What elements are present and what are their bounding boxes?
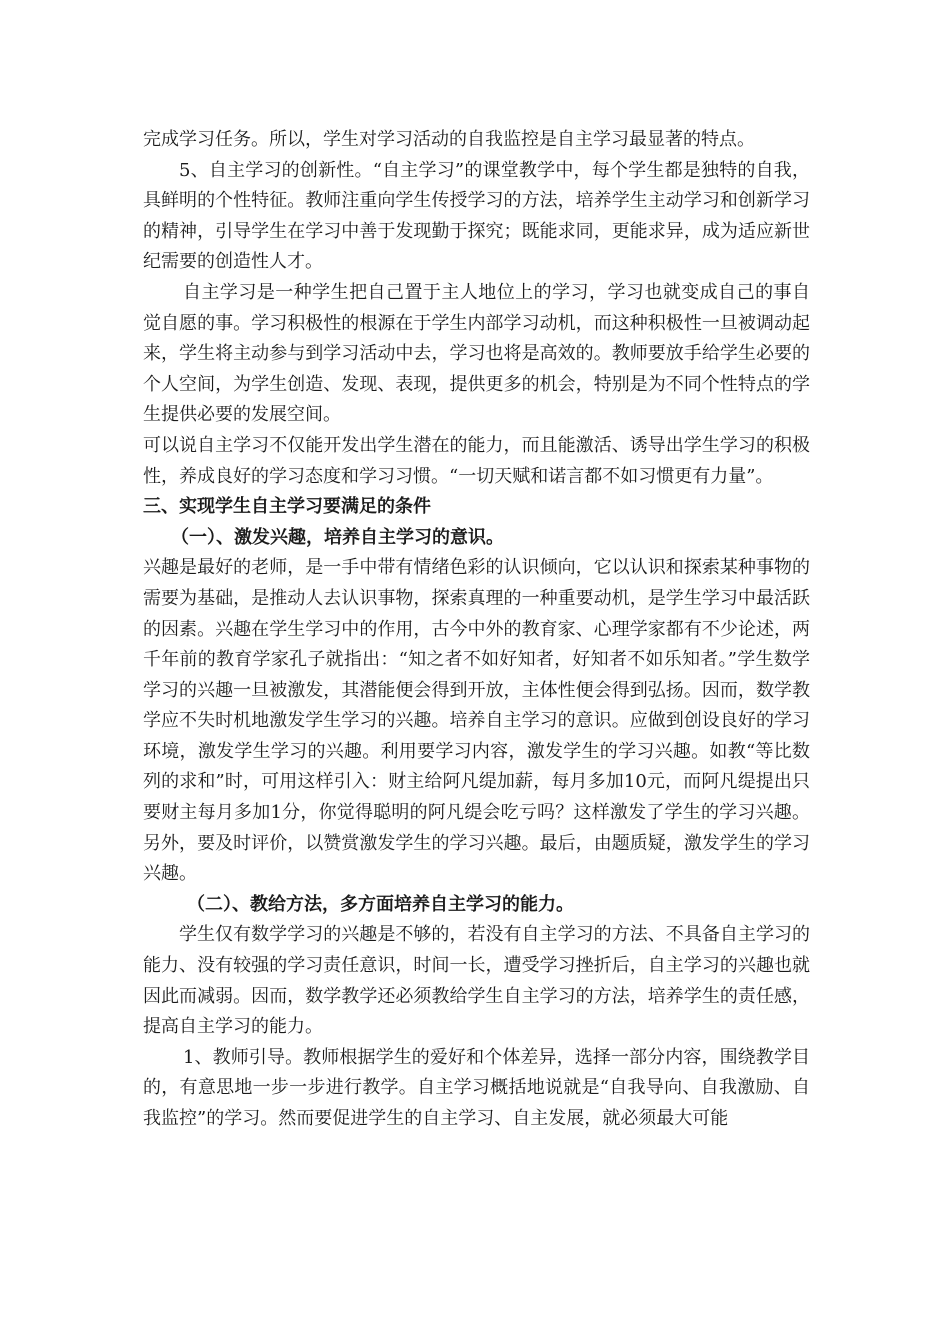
paragraph-innovation: 5、自主学习的创新性。“自主学习”的课堂教学中，每个学生都是独特的自我，具鲜明的个性特征。教师注重向学生传授学习的方法，培养学生主动学习和创新学习的精神，引导学生在学习中善于发现勤于探究；既能求同，更能求异，成为适应新世纪需要的创造性人才。 <box>143 159 810 273</box>
section-heading-conditions: 三、实现学生自主学习要满足的条件 <box>143 496 431 518</box>
paragraph-methods: 学生仅有数学学习的兴趣是不够的，若没有自主学习的方法、不具备自主学习的能力、没有较强的学习责任意识，时间一长，遭受学习挫折后，自主学习的兴趣也就因此而减弱。因而，数学教学还必须教给学生自主学习的方法，培养学生的责任感，提高自主学习的能力。 <box>143 924 810 1038</box>
subsection-heading-methods: （二）、教给方法，多方面培养自主学习的能力。 <box>187 893 574 915</box>
document-page <box>143 125 810 1135</box>
paragraph-autonomous-learning: 自主学习是一种学生把自己置于主人地位上的学习，学习也就变成自己的事自觉自愿的事。学习积极性的根源在于学生内部学习动机，而这种积极性一旦被调动起来，学生将主动参与到学习活动中去，学习也将是高效的。教师要放手给学生必要的个人空间，为学生创造、发现、表现，提供更多的机会，特别是为不同个性特点的学生提供必要的发展空间。 <box>143 281 810 426</box>
paragraph-interest: 兴趣是最好的老师，是一手中带有情绪色彩的认识倾向，它以认识和探索某种事物的需要为基础，是推动人去认识事物，探索真理的一种重要动机，是学生学习中最活跃的因素。兴趣在学生学习中的作用，古今中外的教育家、心理学家都有不少论述，两千年前的教育学家孔子就指出：“知之者不如好知者，好知者不如乐知者。”学生数学学习的兴趣一旦被激发，其潜能便会得到开放，主体性便会得到弘扬。因而，数学教学应不失时机地激发学生学习的兴趣。培养自主学习的意识。应做到创设良好的学习环境，激发学生学习的兴趣。利用要学习内容，激发学生的学习兴趣。如教“等比数列的求和”时，可用这样引入：财主给阿凡缇加薪，每月多加10元，而阿凡缇提出只要财主每月多加1分，你觉得聪明的阿凡缇会吃亏吗？这样激发了学生的学习兴趣。另外，要及时评价，以赞赏激发学生的学习兴趣。最后，由题质疑，激发学生的学习兴趣。 <box>143 557 810 885</box>
paragraph-monitoring-conclusion: 完成学习任务。所以，学生对学习活动的自我监控是自主学习最显著的特点。 <box>143 129 755 150</box>
paragraph-teacher-guidance: 1、教师引导。教师根据学生的爱好和个体差异，选择一部分内容，围绕教学目的，有意思地一步一步进行教学。自主学习概括地说就是“自我导向、自我激励、自我监控”的学习。然而要促进学生的自主学习、自主发展，就必须最大可能 <box>143 1046 810 1129</box>
subsection-heading-interest: （一）、激发兴趣，培养自主学习的意识。 <box>171 526 504 548</box>
paragraph-habits-quote: 可以说自主学习不仅能开发出学生潜在的能力，而且能激活、诱导出学生学习的积极性，养成良好的学习态度和学习习惯。“一切天赋和诺言都不如习惯更有力量”。 <box>143 434 810 487</box>
